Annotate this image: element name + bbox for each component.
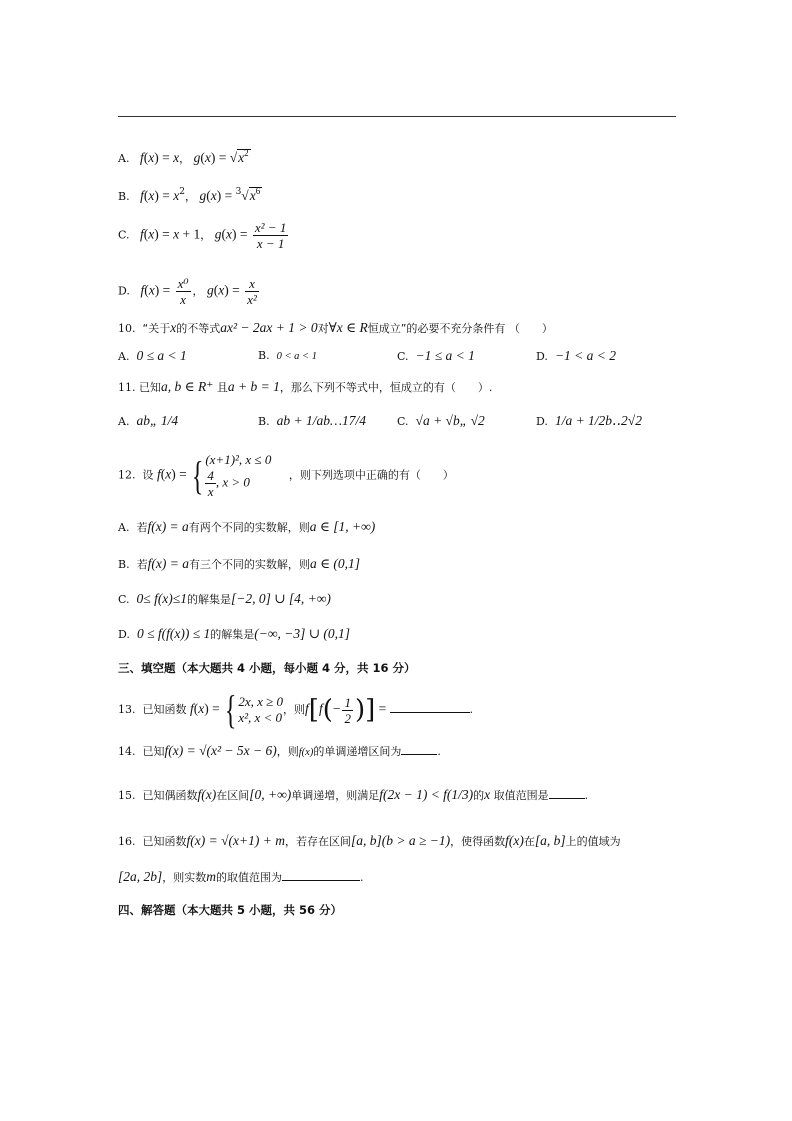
q11-stem: 11. 已知a, b ∈ R⁺ 且a + b = 1，那么下列不等式中，恒成立的有（ ）. <box>118 379 493 394</box>
q10-stem: 10. “关于x的不等式ax² − 2ax + 1 > 0对∀x ∈ R恒成立”的必要不充分条件有 （ ） <box>118 320 553 335</box>
q13-answer-blank[interactable] <box>390 702 470 713</box>
q12-option-a: A. 若f(x) = a有两个不同的实数解，则a ∈ [1, +∞) <box>118 519 376 534</box>
q9-option-c: C. f(x) = x + 1， g(x) = $\frac{\text{x² − 1}}{x - 1}$ <box>118 220 287 251</box>
q12-option-b: B. 若f(x) = a有三个不同的实数解，则a ∈ (0,1] <box>118 556 361 571</box>
q12-option-d: D. 0 ≤ f(f(x)) ≤ 1的解集是(−∞, −3] ∪ (0,1] <box>118 626 351 641</box>
q16-line-1: 16. 已知函数f(x) = √(x+1) + m，若存在区间[a, b](b > a ≥ −1)，使得函数f(x)在[a, b]上的值域为 <box>118 833 621 848</box>
q16-line-2: [2a, 2b]，则实数m的取值范围为 . <box>118 869 364 884</box>
q12-stem: 12. 设 f(x) = { (x+1)², x ≤ 0 $\frac{4}{x}$ , x > 0 ，则下列选项中正确的有（ ） <box>118 452 454 499</box>
q9-option-b: B. $f(x) = x^2$， $g(x) = ^3√x^6$ <box>118 186 261 203</box>
q10-option-c: C. −1 ≤ a < 1 <box>397 348 475 363</box>
q14: 14. 已知f(x) = √(x² − 5x − 6)，则f(x)的单调递增区间为 . <box>118 743 441 758</box>
q9-option-a: A. f(x) = x， $g(x) = √x^2$ <box>118 148 249 165</box>
q10-option-a: A. 0 ≤ a < 1 <box>118 348 187 363</box>
q11-option-a: A. ab„ 1/4 <box>118 413 179 428</box>
q10-option-b: B. 0 < a < 1 <box>258 349 318 362</box>
q11-options <box>118 410 678 440</box>
q12-option-c: C. 0≤ f(x)≤1的解集是[−2, 0] ∪ [4, +∞) <box>118 591 331 606</box>
q10-options <box>118 349 678 365</box>
q14-answer-blank[interactable] <box>401 744 437 755</box>
q11-option-c: C. √a + √b„ √2 <box>397 413 485 428</box>
header-rule <box>118 116 676 117</box>
q13: 13. 已知函数 f(x) = { 2x, x ≥ 0 x², x < 0 ，则f[f(− $\frac{1}{2}$ )] = . <box>118 687 474 732</box>
q15: 15. 已知偶函数f(x)在区间[0, +∞)单调递增，则满足f(2x − 1) < f(1/3)的x 取值范围是 . <box>118 787 589 802</box>
q15-answer-blank[interactable] <box>549 788 585 799</box>
q11-option-d: D. 1/a + 1/2b‥2√2 <box>536 413 642 428</box>
q16-answer-blank[interactable] <box>282 870 360 881</box>
q11-option-b: B. ab + 1/ab…17/4 <box>258 413 366 428</box>
section-fill-in-title: 三、填空题（本大题共 4 小题，每小题 4 分，共 16 分） <box>118 661 416 675</box>
q10-option-d: D. −1 < a < 2 <box>536 348 617 363</box>
q9-option-d: D. f(x) = $\frac{\text{x⁰}}{x}$ ， g(x) = $\frac{x}{\text{x²}}$ <box>118 276 257 307</box>
section-answer-title: 四、解答题（本大题共 5 小题，共 56 分） <box>118 903 343 917</box>
